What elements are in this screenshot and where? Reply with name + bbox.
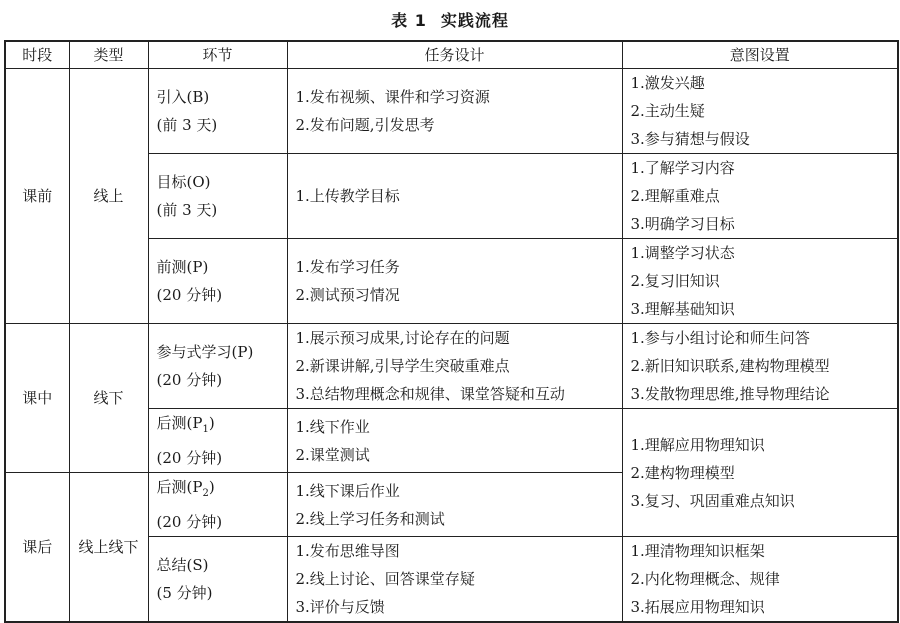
table-row [5, 69, 898, 154]
step-time: (20 分钟) [156, 513, 223, 531]
intent-item: 3.拓展应用物理知识 [630, 598, 765, 616]
intent-item: 1.调整学习状态 [630, 244, 735, 262]
table-title: 实践流程 [440, 11, 509, 30]
step-name: 引入(B) [156, 88, 210, 106]
task-item: 2.课堂测试 [295, 445, 370, 464]
step-time: (前 3 天) [156, 201, 218, 219]
intent-item: 1.激发兴趣 [630, 74, 705, 92]
step-cell [148, 537, 287, 623]
step-name: 后测$(P_1)$ [156, 414, 215, 435]
intent-item: 3.明确学习目标 [630, 215, 735, 233]
header-row [5, 41, 898, 69]
step-cell [148, 154, 287, 239]
type-cell: 线上线下 [69, 473, 148, 623]
intent-item: 2.内化物理概念、规律 [630, 570, 780, 588]
type-cell: 线上 [69, 69, 148, 324]
step-name: 目标(O) [156, 173, 211, 191]
table-row [5, 324, 898, 409]
intent-item: 2.主动生疑 [630, 102, 705, 120]
task-cell [287, 69, 622, 154]
task-cell [287, 409, 622, 473]
task-cell [287, 324, 622, 409]
task-item: 1.线下课后作业 [295, 481, 400, 500]
task-item: 2.线上讨论、回答课堂存疑 [295, 570, 475, 588]
task-item: 1.展示预习成果,讨论存在的问题 [295, 329, 510, 347]
intent-cell [622, 537, 898, 623]
table-caption [0, 8, 900, 31]
step-name: 前测(P) [156, 258, 209, 276]
step-cell [148, 473, 287, 537]
intent-item: 3.复习、巩固重难点知识 [630, 491, 795, 510]
step-cell [148, 409, 287, 473]
intent-cell [622, 69, 898, 154]
task-item: 2.新课讲解,引导学生突破重难点 [295, 357, 510, 375]
step-cell [148, 69, 287, 154]
task-item: 1.上传教学目标 [295, 187, 400, 205]
header-intent: 意图设置 [622, 41, 898, 69]
intent-item: 2.理解重难点 [630, 187, 720, 205]
step-name: 后测$(P_2)$ [156, 478, 215, 499]
task-item: 2.线上学习任务和测试 [295, 509, 445, 528]
step-name: 总结(S) [156, 556, 209, 574]
intent-cell [622, 154, 898, 239]
step-time: (前 3 天) [156, 116, 218, 134]
period-cell: 课前 [5, 69, 69, 324]
task-item: 1.发布视频、课件和学习资源 [295, 88, 490, 106]
task-cell [287, 537, 622, 623]
step-time: (20 分钟) [156, 371, 223, 389]
task-item: 1.发布学习任务 [295, 258, 400, 276]
step-cell [148, 324, 287, 409]
task-item: 3.评价与反馈 [295, 598, 385, 616]
task-item: 2.发布问题,引发思考 [295, 116, 435, 134]
header-period: 时段 [5, 41, 69, 69]
task-item: 1.线下作业 [295, 417, 370, 436]
intent-item: 2.建构物理模型 [630, 463, 735, 482]
intent-item: 2.复习旧知识 [630, 272, 720, 290]
task-cell [287, 239, 622, 324]
practice-flow-table [4, 40, 899, 623]
header-type: 类型 [69, 41, 148, 69]
step-time: (5 分钟) [156, 584, 213, 602]
type-cell: 线下 [69, 324, 148, 473]
intent-cell [622, 324, 898, 409]
task-item: 2.测试预习情况 [295, 286, 400, 304]
intent-cell-merged [622, 409, 898, 537]
intent-item: 1.了解学习内容 [630, 159, 735, 177]
intent-item: 1.理清物理知识框架 [630, 542, 765, 560]
intent-cell [622, 239, 898, 324]
table-number: 表 1 [391, 11, 427, 30]
header-task: 任务设计 [287, 41, 622, 69]
step-time: (20 分钟) [156, 286, 223, 304]
intent-item: 3.发散物理思维,推导物理结论 [630, 385, 830, 403]
intent-item: 3.参与猜想与假设 [630, 130, 750, 148]
period-cell: 课中 [5, 324, 69, 473]
period-cell: 课后 [5, 473, 69, 623]
task-item: 1.发布思维导图 [295, 542, 400, 560]
step-name: 参与式学习(P) [156, 343, 254, 361]
task-cell [287, 154, 622, 239]
task-cell [287, 473, 622, 537]
intent-item: 3.理解基础知识 [630, 300, 735, 318]
intent-item: 2.新旧知识联系,建构物理模型 [630, 357, 830, 375]
intent-item: 1.参与小组讨论和师生问答 [630, 329, 810, 347]
step-cell [148, 239, 287, 324]
intent-item: 1.理解应用物理知识 [630, 435, 765, 454]
header-step: 环节 [148, 41, 287, 69]
step-time: (20 分钟) [156, 449, 223, 467]
task-item: 3.总结物理概念和规律、课堂答疑和互动 [295, 385, 565, 403]
